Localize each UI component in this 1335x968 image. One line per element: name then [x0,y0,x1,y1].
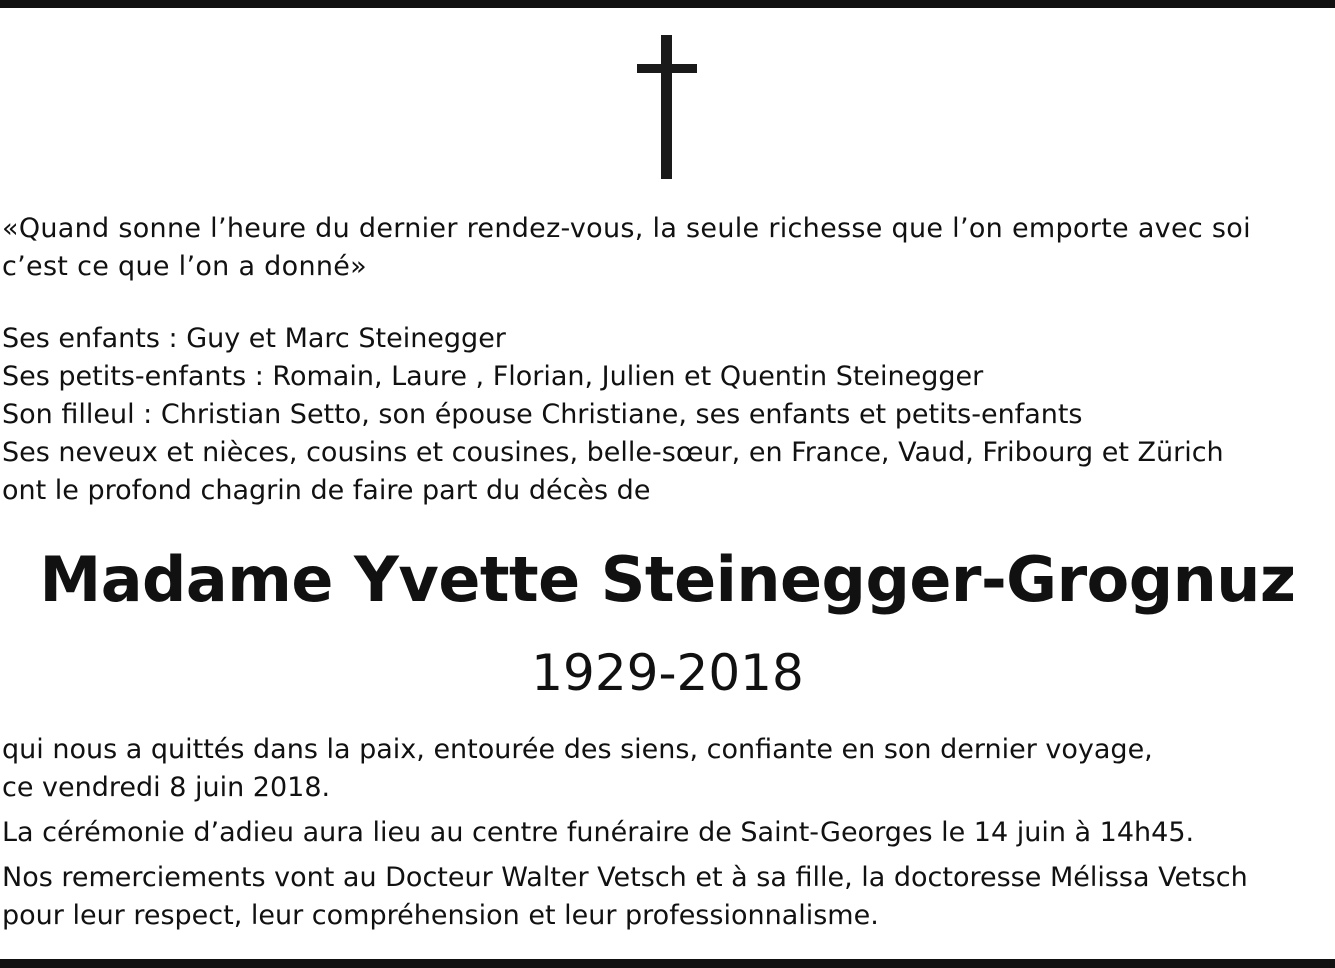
family-children: Ses enfants : Guy et Marc Steinegger [2,323,506,354]
thanks-line-1: Nos remerciements vont au Docteur Walter Vetsch et à sa fille, la doctoresse Mélissa Vetsch [2,862,1248,893]
thanks-line-2: pour leur respect, leur compréhension et leur professionnalisme. [2,900,879,931]
closing-line-1: qui nous a quittés dans la paix, entourée des siens, confiante en son dernier voyage, [2,734,1153,765]
quote-line-1: «Quand sonne l’heure du dernier rendez-vous, la seule richesse que l’on emporte avec soi [2,213,1251,244]
cross-icon [637,35,697,179]
family-godson: Son filleul : Christian Setto, son épouse Christiane, ses enfants et petits-enfants [2,399,1083,430]
deceased-years: 1929-2018 [531,644,804,702]
deceased-name: Madame Yvette Steinegger-Grognuz [39,543,1296,616]
quote-line-2: c’est ce que l’on a donné» [2,251,367,282]
family-announcement: ont le profond chagrin de faire part du décès de [2,475,651,506]
ceremony-info: La cérémonie d’adieu aura lieu au centre funéraire de Saint-Georges le 14 juin à 14h45. [2,817,1195,848]
cross-horizontal-bar [637,64,697,73]
family-relatives: Ses neveux et nièces, cousins et cousines, belle-sœur, en France, Vaud, Fribourg et Zürich [2,437,1224,468]
bottom-border-rule [0,959,1335,968]
closing-text [2,731,1335,935]
cross-vertical-bar [661,35,672,179]
closing-line-2: ce vendredi 8 juin 2018. [2,772,331,803]
epitaph-quote [2,210,1335,286]
family-list [2,320,1335,510]
family-grandchildren: Ses petits-enfants : Romain, Laure , Florian, Julien et Quentin Steinegger [2,361,984,392]
top-border-rule [0,0,1335,8]
